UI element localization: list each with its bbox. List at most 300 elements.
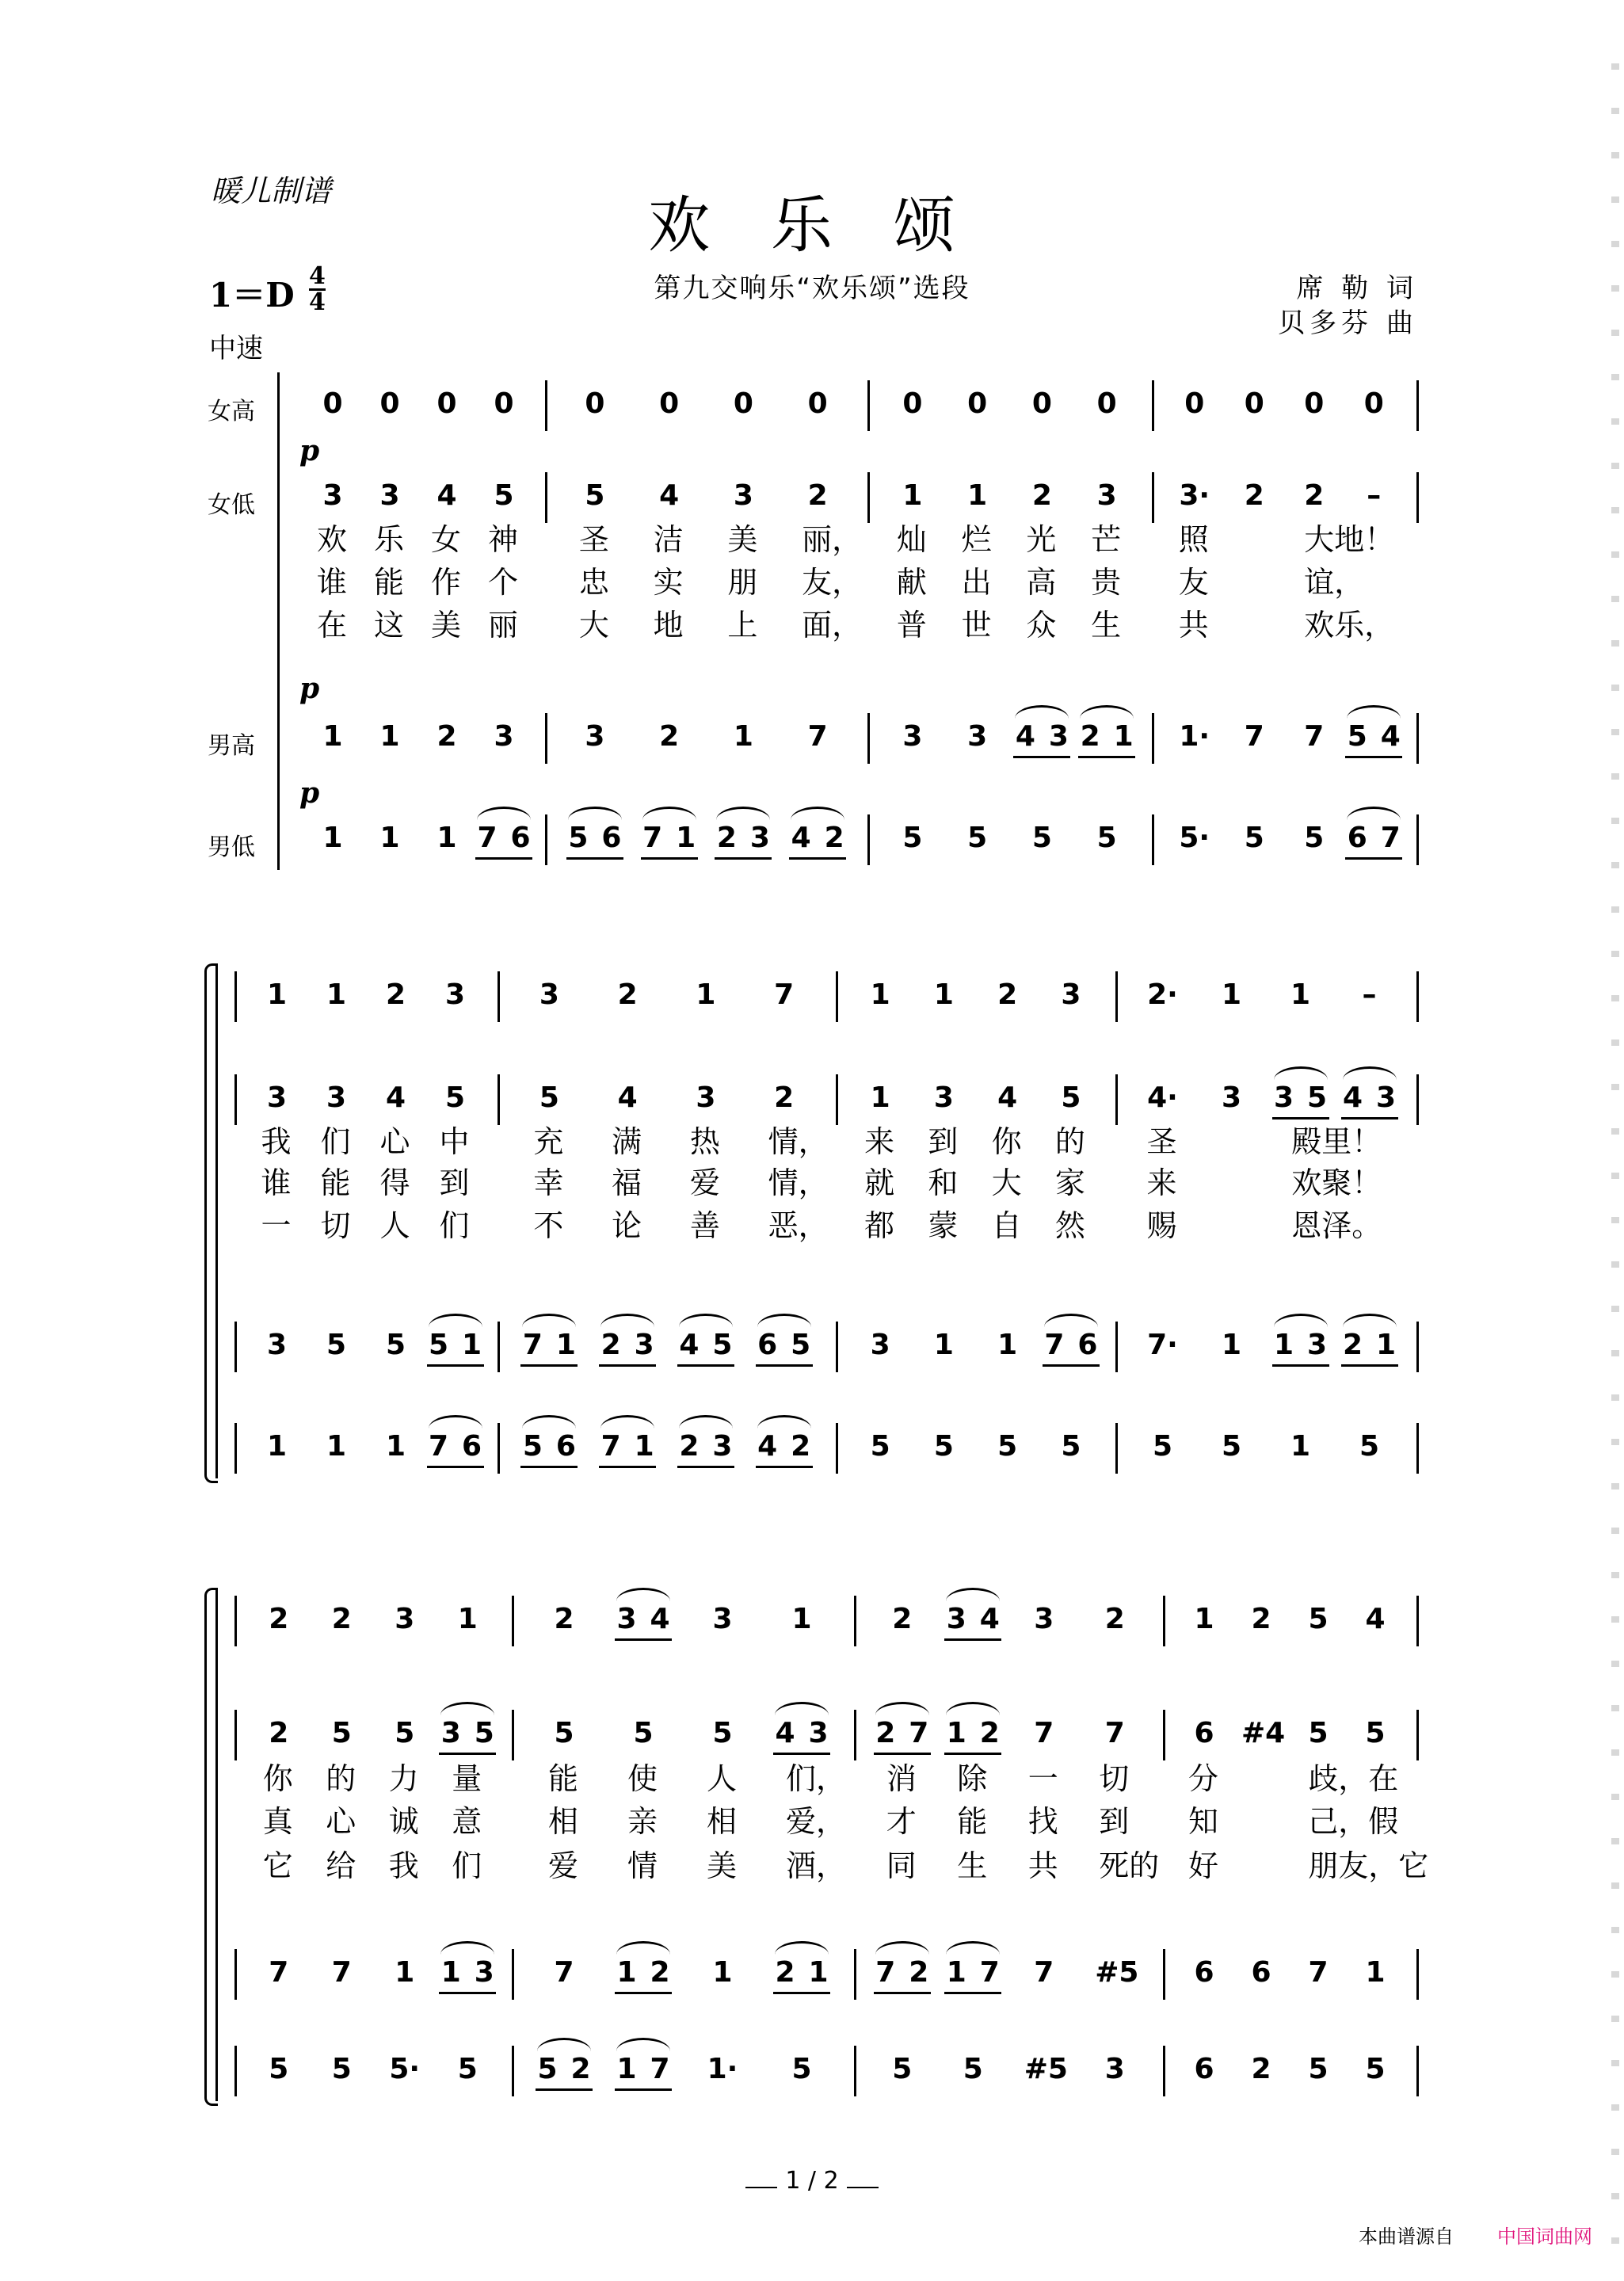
note-text: 3	[474, 1956, 494, 1989]
note-text: 2	[791, 1430, 811, 1463]
note	[484, 480, 524, 512]
lyric-syllable: 作	[431, 565, 462, 600]
note	[924, 1431, 963, 1463]
note-text: 4	[650, 1603, 670, 1635]
lyric-syllable: 力	[388, 1761, 419, 1796]
system-brace	[204, 963, 218, 1483]
note	[1022, 822, 1062, 854]
page-number-text: 1 / 2	[785, 2167, 839, 2195]
slur	[1343, 1066, 1397, 1080]
barline	[854, 1949, 856, 2000]
note	[529, 979, 569, 1011]
barline	[1115, 971, 1118, 1022]
slur	[716, 807, 770, 820]
barline	[512, 1710, 514, 1760]
lyric-syllable: 丽	[488, 608, 519, 643]
note-text: 5	[1061, 1081, 1081, 1114]
lyric-syllable: 相	[548, 1804, 579, 1839]
note	[1212, 1431, 1252, 1463]
lyric-syllable: 相	[707, 1804, 738, 1839]
barline	[1416, 1710, 1419, 1760]
note	[1298, 1082, 1337, 1114]
note-text: 3	[634, 1329, 654, 1361]
composer-credit: 贝多芬 曲	[1278, 307, 1418, 339]
note-text: 5	[457, 2053, 478, 2085]
lyric-syllable: 给	[326, 1848, 356, 1883]
note	[1350, 979, 1390, 1011]
note	[1184, 2054, 1224, 2085]
note-text: 5	[1306, 1081, 1328, 1114]
lyric-syllable: 友，	[802, 565, 863, 600]
barline	[854, 2046, 856, 2096]
lyric-syllable: 意	[452, 1804, 482, 1839]
slur	[1044, 1314, 1098, 1327]
note-text: 7	[1034, 1956, 1054, 1989]
note	[650, 480, 689, 512]
note-text: 2	[659, 720, 680, 753]
barline	[1416, 1949, 1419, 2000]
note-text: 5	[494, 479, 514, 512]
note-underline	[944, 1992, 1001, 1994]
barline	[836, 1074, 838, 1125]
note	[1184, 1718, 1224, 1749]
barline	[1416, 1596, 1419, 1646]
lyric-syllable: 殿里！	[1291, 1124, 1382, 1159]
note-text: 2	[979, 1717, 1000, 1749]
note	[640, 2054, 680, 2085]
note-text: 3	[1061, 978, 1081, 1011]
lyric-syllable: 切	[320, 1208, 351, 1243]
barline	[497, 1074, 500, 1125]
note-text: 5·	[1179, 822, 1210, 854]
meter-bottom: 4	[309, 288, 326, 316]
note-text: 0	[1244, 387, 1264, 420]
tempo-marking: 中速	[209, 333, 263, 364]
lyric-syllable: 充	[533, 1124, 564, 1159]
note-text: 0	[967, 387, 988, 420]
note-text: 5	[539, 1081, 559, 1114]
note	[782, 1604, 822, 1635]
note	[370, 388, 410, 420]
note	[686, 1082, 726, 1114]
lyric-syllable: 不	[533, 1208, 564, 1243]
note-text: 1	[967, 479, 988, 512]
slur	[946, 1941, 1000, 1955]
note-text: 5	[1308, 1603, 1329, 1635]
note-text: 0	[1184, 387, 1205, 420]
note-text: 0	[494, 387, 514, 420]
note	[1024, 2053, 1068, 2085]
note	[650, 721, 689, 753]
barline	[867, 380, 870, 431]
lyric-syllable: 烂	[961, 522, 992, 557]
barline	[234, 1322, 237, 1372]
note	[958, 822, 997, 854]
lyric-syllable: 情	[627, 1848, 658, 1883]
note-text: 2	[570, 2053, 591, 2085]
note-text: 1	[791, 1603, 812, 1635]
barline	[1416, 472, 1419, 523]
lyric-syllable: 你	[991, 1124, 1022, 1159]
voice-label-tenor: 男高	[208, 732, 255, 760]
note	[1051, 1082, 1091, 1114]
note-text: 6	[1077, 1329, 1098, 1361]
lyric-syllable: 的	[326, 1761, 356, 1796]
slur	[616, 1941, 670, 1955]
lyric-syllable: 到	[1099, 1804, 1130, 1839]
barline	[545, 380, 547, 431]
note-text: 5	[1152, 1430, 1173, 1463]
note	[958, 721, 997, 753]
lyric-syllable: 实	[653, 565, 684, 600]
lyric-syllable: 才	[886, 1804, 917, 1839]
note	[1051, 979, 1091, 1011]
note	[988, 979, 1027, 1011]
note-text: 7	[774, 978, 795, 1011]
note-underline	[756, 1466, 813, 1468]
lyric-syllable: 女	[431, 522, 462, 557]
lyric-syllable: 圣	[578, 522, 609, 557]
note-text: 0	[659, 387, 680, 420]
note	[376, 979, 416, 1011]
note-text: 3	[266, 1081, 288, 1114]
note-text: 1	[1221, 1329, 1242, 1361]
lyric-syllable: 和	[928, 1165, 959, 1200]
note-text: 3	[539, 978, 559, 1011]
note-text: 5	[585, 479, 605, 512]
note-text: 1	[808, 1956, 829, 1989]
barline	[836, 971, 838, 1022]
barline	[1163, 1710, 1165, 1760]
barline	[867, 472, 870, 523]
note	[1104, 721, 1143, 753]
note	[893, 721, 932, 753]
note	[1095, 1956, 1139, 1989]
note-text: 6	[1194, 1717, 1214, 1749]
lyric-syllable: 芒	[1091, 522, 1122, 557]
slur	[600, 1314, 654, 1327]
note-text: 1	[1375, 1329, 1397, 1361]
note-text: 2	[269, 1603, 289, 1635]
lyric-syllable: 好	[1188, 1848, 1219, 1883]
note-text: 5	[474, 1717, 494, 1749]
note-text: 1	[902, 479, 923, 512]
note	[1143, 1431, 1183, 1463]
note-text: 2	[1031, 479, 1052, 512]
note-text: 1	[933, 1329, 954, 1361]
note-text: 1	[379, 720, 400, 753]
note-text: 1	[395, 1956, 415, 1989]
slur	[522, 1415, 576, 1428]
note	[370, 480, 410, 512]
slur	[775, 1702, 829, 1715]
lyric-syllable: 能	[957, 1804, 988, 1839]
note-text: 1	[616, 1956, 637, 1989]
note	[799, 1718, 838, 1749]
note	[1241, 1604, 1281, 1635]
note	[592, 822, 631, 854]
lyric-syllable: 乐	[374, 522, 405, 557]
note-text: 1·	[1179, 720, 1210, 753]
note-underline	[874, 1992, 931, 1994]
note	[623, 1718, 663, 1749]
note-text: 3	[1034, 1603, 1054, 1635]
barline	[1416, 2046, 1419, 2096]
lyric-syllable: 善	[689, 1208, 720, 1243]
note-text: 1	[712, 1956, 733, 1989]
note	[723, 480, 763, 512]
note-text: 1	[696, 978, 716, 1011]
note-underline	[1345, 857, 1402, 860]
barline	[497, 1423, 500, 1474]
note-underline	[773, 1992, 830, 1994]
lyric-syllable: 这	[374, 608, 405, 643]
note-text: 5	[1359, 1430, 1380, 1463]
lyric-syllable: 到	[439, 1165, 470, 1200]
note	[464, 1718, 504, 1749]
note	[544, 1957, 584, 1989]
note-underline	[1013, 756, 1070, 758]
note-text: 5·	[389, 2053, 421, 2085]
note	[782, 2054, 822, 2085]
lyricist-credit: 席 勒 词	[1296, 273, 1418, 304]
note-text: 3	[1048, 720, 1069, 753]
note-text: 2	[385, 978, 406, 1011]
note-text: 7	[600, 1430, 621, 1463]
note-text: 1	[1194, 1603, 1214, 1635]
note	[1051, 1431, 1091, 1463]
note	[1212, 1329, 1252, 1361]
note	[257, 1082, 297, 1114]
note	[1234, 822, 1274, 854]
lyric-syllable: 大地！	[1304, 522, 1395, 557]
note-text: 1	[266, 1430, 288, 1463]
lyric-syllable: 除	[957, 1761, 988, 1796]
note	[259, 1604, 299, 1635]
note	[257, 979, 297, 1011]
lyric-syllable: 神	[488, 522, 519, 557]
note-text: 7	[1034, 1717, 1054, 1749]
note-underline	[439, 1992, 496, 1994]
note	[322, 2054, 361, 2085]
slur	[616, 1588, 670, 1601]
lyric-syllable: 共	[1027, 1848, 1058, 1883]
note-text: 0	[1304, 387, 1325, 420]
note	[924, 979, 963, 1011]
note-text: 1	[326, 978, 347, 1011]
note	[1298, 2054, 1338, 2085]
note	[703, 1431, 742, 1463]
note	[1241, 2054, 1281, 2085]
note-text: 7·	[1147, 1329, 1178, 1361]
note	[575, 480, 615, 512]
note-text: 2	[775, 1956, 795, 1989]
lyric-syllable: 灿	[896, 522, 927, 557]
note	[322, 1604, 361, 1635]
lyric-syllable: 幸	[533, 1165, 564, 1200]
lyric-syllable: 中	[439, 1124, 470, 1159]
note	[958, 480, 997, 512]
note	[624, 1329, 664, 1361]
note	[798, 721, 837, 753]
lyric-syllable: 大	[991, 1165, 1022, 1200]
barline	[234, 1596, 237, 1646]
barline	[1163, 1596, 1165, 1646]
slur	[946, 1588, 1000, 1601]
note-text: 7	[1380, 822, 1401, 854]
note-text: 1	[440, 1956, 461, 1989]
note	[529, 1082, 569, 1114]
note	[1298, 1718, 1338, 1749]
note	[1024, 1957, 1064, 1989]
lyric-syllable: 谊，	[1304, 565, 1365, 600]
note-text: 4·	[1147, 1081, 1178, 1114]
note-text: 5	[1304, 822, 1325, 854]
note-text: 3	[379, 479, 400, 512]
note	[764, 979, 804, 1011]
note-text: 4	[679, 1329, 700, 1361]
lyric-syllable: 高	[1026, 565, 1057, 600]
note-text: 5	[537, 2053, 558, 2085]
lyric-syllable: 你	[262, 1761, 293, 1796]
note	[561, 2054, 600, 2085]
note	[575, 721, 615, 753]
barline	[234, 1710, 237, 1760]
note-text: 0	[733, 387, 753, 420]
lyric-syllable: 大	[578, 608, 609, 643]
note-text: 3	[395, 1603, 415, 1635]
lyric-syllable: 然	[1054, 1208, 1085, 1243]
note-text: 5	[963, 2053, 983, 2085]
lyric-syllable: 美	[707, 1848, 738, 1883]
slur	[642, 807, 696, 820]
note	[385, 1957, 425, 1989]
note	[317, 979, 356, 1011]
note-text: 5	[568, 822, 589, 854]
note	[313, 822, 353, 854]
note-text: 2	[679, 1430, 700, 1463]
barline	[1416, 1074, 1419, 1125]
slur	[679, 1415, 733, 1428]
note-text: 4	[659, 479, 680, 512]
note-text: 7	[650, 2053, 670, 2085]
lyric-syllable: 人	[379, 1208, 410, 1243]
lyric-syllable: 在	[317, 608, 348, 643]
note	[608, 1082, 647, 1114]
note	[723, 721, 763, 753]
note-text: 3	[946, 1603, 966, 1635]
lyric-syllable: 它	[262, 1848, 293, 1883]
lyric-syllable: 美	[431, 608, 462, 643]
note	[1175, 721, 1214, 753]
note-text: 4	[1380, 720, 1401, 753]
note-underline	[566, 857, 623, 860]
note-text: 5	[522, 1430, 543, 1463]
note	[1022, 480, 1062, 512]
lyric-syllable: 能	[320, 1165, 351, 1200]
barline	[234, 971, 237, 1022]
slur	[757, 1314, 811, 1327]
lyric-syllable: 们，	[786, 1761, 847, 1796]
barline	[867, 814, 870, 865]
note	[650, 388, 689, 420]
barline	[512, 1949, 514, 2000]
note-text: 1	[870, 1081, 890, 1114]
note-text: 3	[1306, 1329, 1328, 1361]
note-text: 1	[322, 822, 343, 854]
lyric-syllable: 蒙	[928, 1208, 959, 1243]
note-text: 7	[428, 1430, 449, 1463]
note	[798, 388, 837, 420]
note-underline	[1078, 756, 1135, 758]
lyric-syllable: 朋	[727, 565, 758, 600]
note	[799, 1957, 838, 1989]
note	[385, 2054, 425, 2085]
note-underline	[615, 1638, 672, 1641]
lyric-syllable: 己，假	[1308, 1804, 1399, 1839]
note	[376, 1329, 416, 1361]
note-text: 6	[757, 1329, 778, 1361]
subtitle: 第九交响乐“欢乐颂”选段	[654, 273, 970, 304]
note	[764, 1082, 804, 1114]
note	[1212, 1082, 1252, 1114]
lyric-syllable: 世	[961, 608, 992, 643]
site-link[interactable]: 中国词曲网	[1497, 2226, 1592, 2248]
note	[313, 721, 353, 753]
lyric-syllable: 面，	[802, 608, 863, 643]
note-text: –	[1367, 479, 1382, 512]
note-text: 0	[379, 387, 400, 420]
note-text: 5	[902, 822, 923, 854]
note	[703, 1604, 742, 1635]
lyric-syllable: 来	[864, 1124, 895, 1159]
source-note: 本曲谱源自	[1359, 2226, 1454, 2248]
note-text: 3	[1375, 1081, 1397, 1114]
note-text: 3	[808, 1717, 829, 1749]
lyric-syllable: 献	[896, 565, 927, 600]
note-text: 1	[946, 1717, 966, 1749]
note-text: 2	[600, 1329, 621, 1361]
barline	[1152, 380, 1154, 431]
note	[1087, 480, 1127, 512]
note-text: 7	[477, 822, 497, 854]
barline	[545, 472, 547, 523]
note	[703, 1329, 742, 1361]
note	[970, 1957, 1009, 1989]
note-text: 6	[1347, 822, 1367, 854]
note-text: #4	[1241, 1717, 1286, 1749]
note-text: 5	[1365, 1717, 1386, 1749]
note	[370, 822, 410, 854]
note-text: 5	[331, 1717, 352, 1749]
barline	[1416, 1423, 1419, 1474]
note	[1350, 1431, 1390, 1463]
barline	[1416, 380, 1419, 431]
note	[893, 480, 932, 512]
lyric-syllable: 心	[326, 1804, 356, 1839]
note-text: 3	[266, 1329, 288, 1361]
note-text: 5	[1096, 822, 1117, 854]
note-text: 3	[326, 1081, 347, 1114]
barline	[234, 2046, 237, 2096]
note-text: 1	[946, 1956, 966, 1989]
note-text: 3	[585, 720, 605, 753]
note-text: 2	[1080, 720, 1100, 753]
note-text: 3	[1221, 1081, 1242, 1114]
lyric-syllable: 来	[1146, 1165, 1177, 1200]
lyric-syllable: 们	[452, 1848, 482, 1883]
lyric-syllable: 爱	[548, 1848, 579, 1883]
